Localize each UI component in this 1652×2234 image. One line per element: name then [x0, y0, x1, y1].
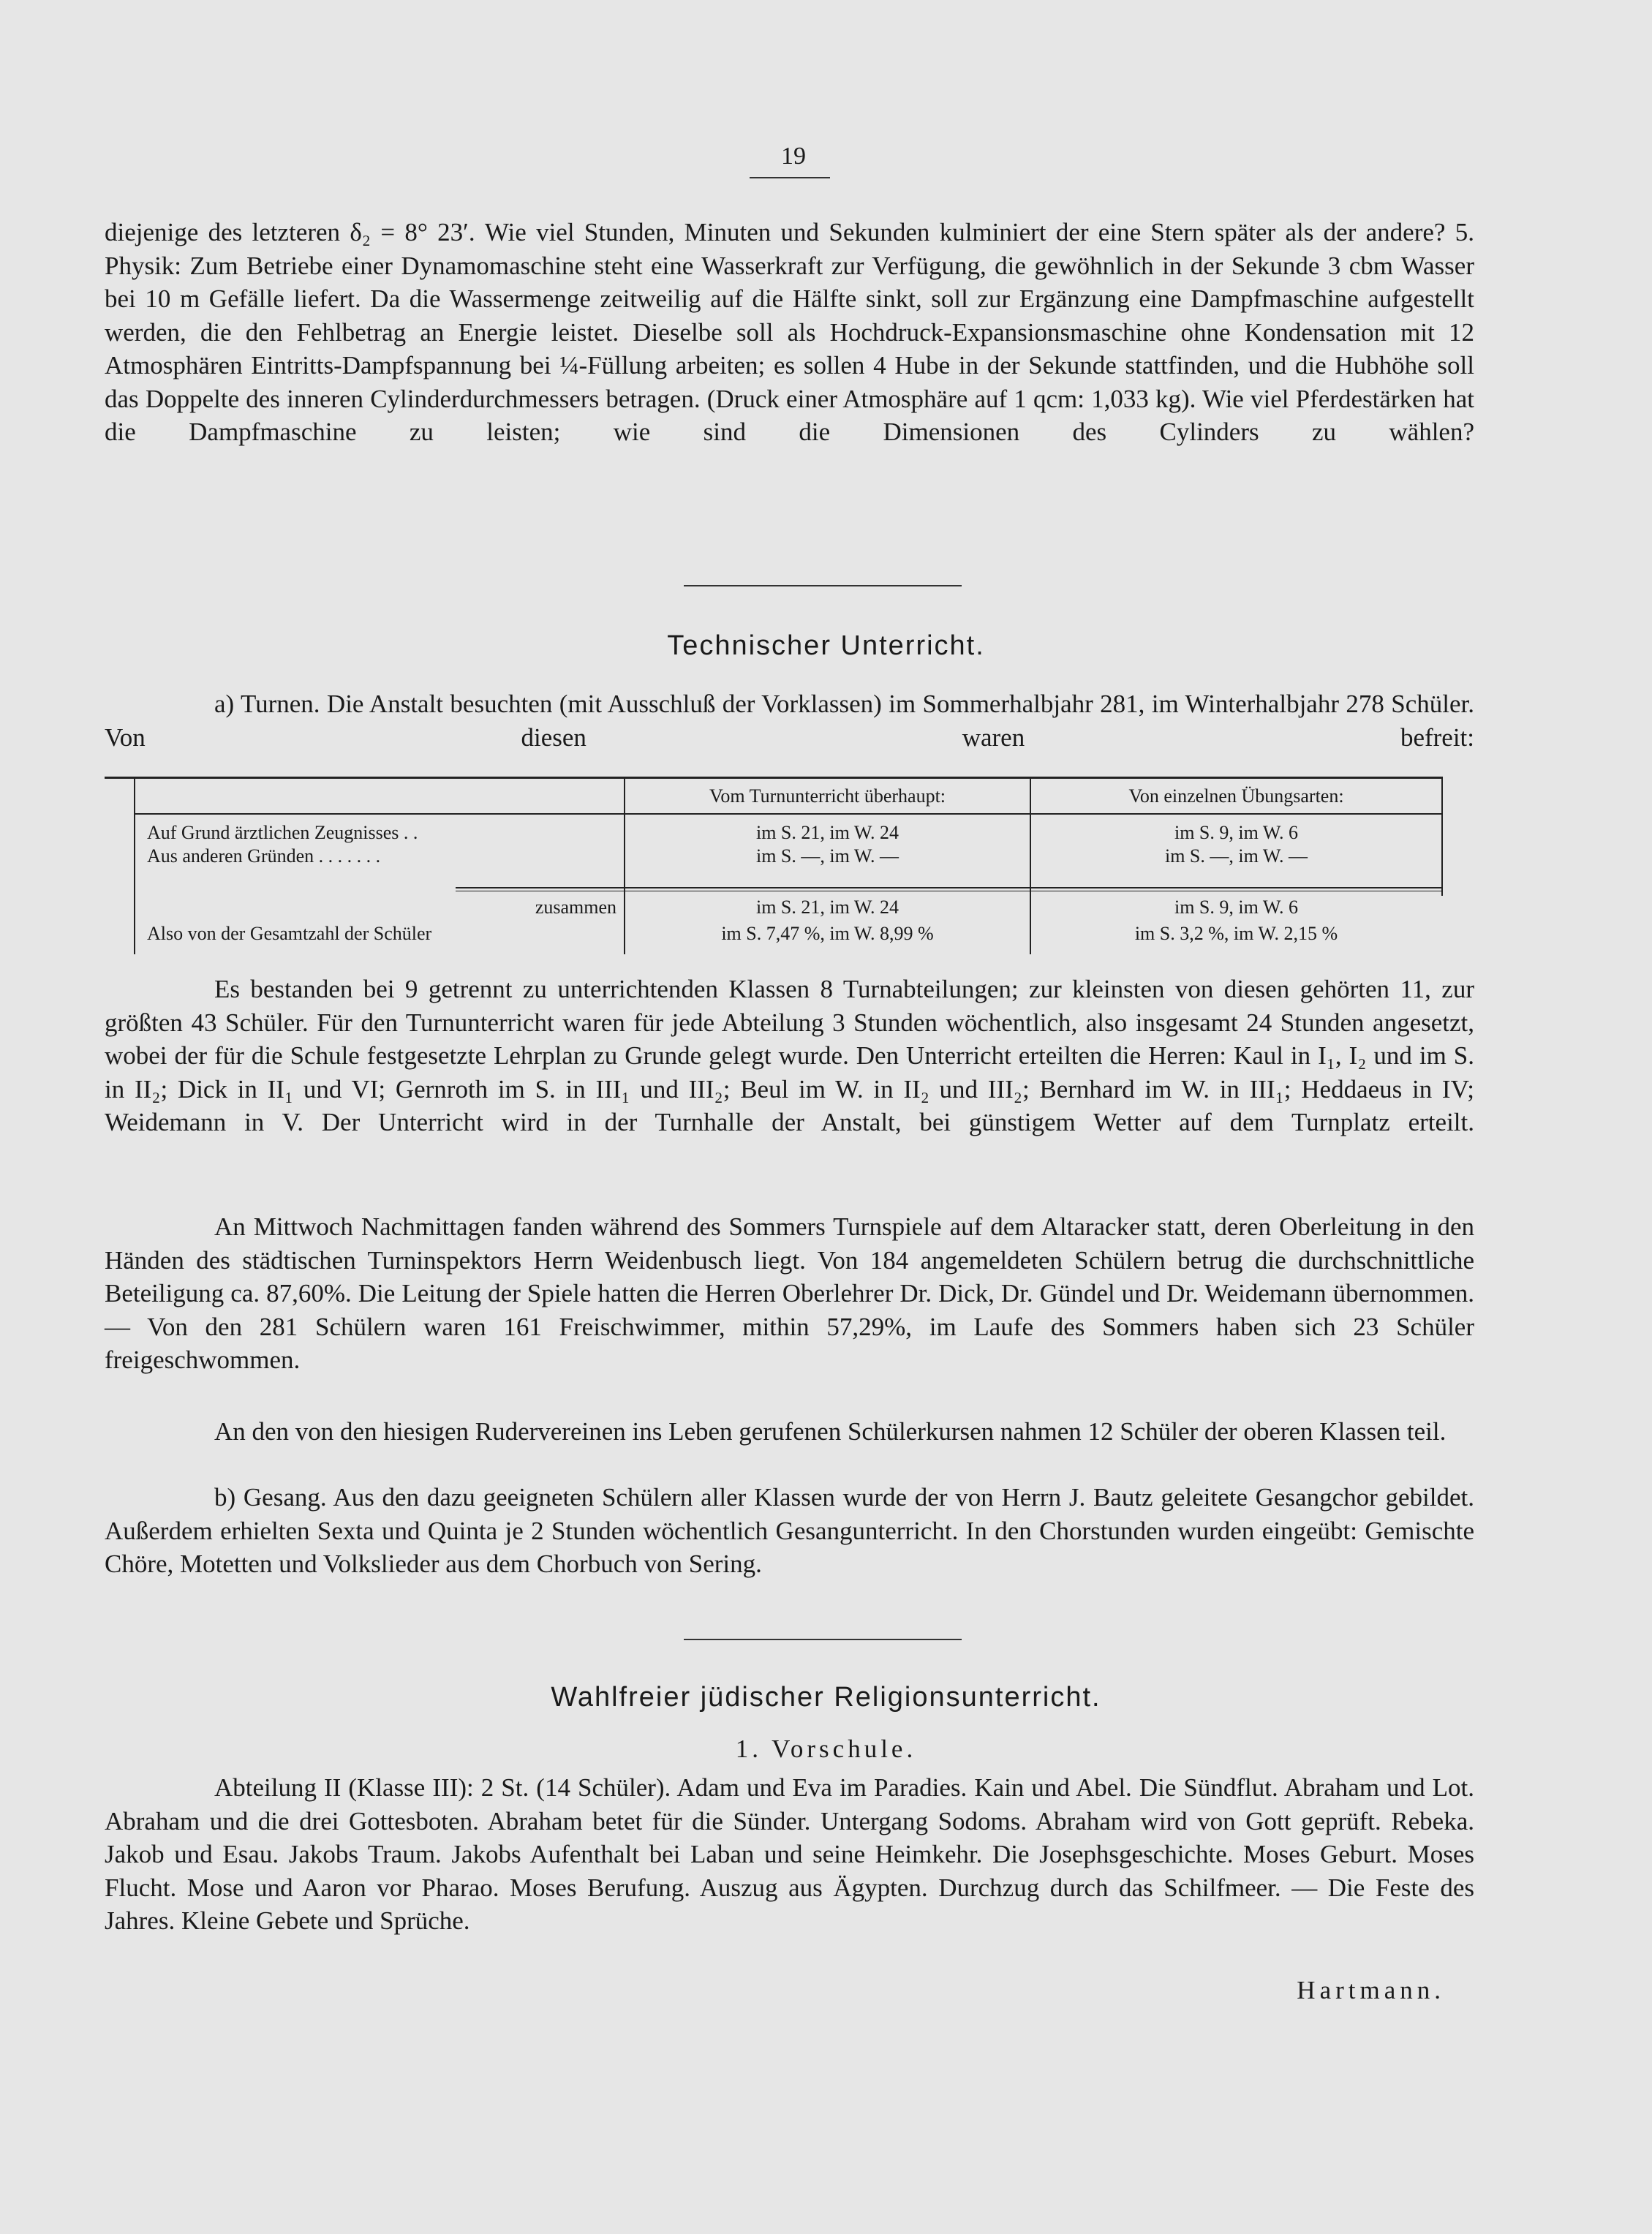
- paragraph-religion: Abteilung II (Klasse III): 2 St. (14 Schüler). Adam und Eva im Paradies. Kain und Abel. Die Sündflut. Abraham und Lot. Abraham und die drei Gottesboten. Abraham betet für die Sünder. Untergang Sodoms. Abraham wird von Gott geprüft. Rebeka. Jakob und Esau. Jakobs Traum. Jakobs Aufenthalt bei Laban und seine Heimkehr. Die Josephsgeschichte. Moses Geburt. Moses Flucht. Mose und Aaron vor Pharao. Moses Berufung. Auszug aus Ägypten. Durchzug durch das Schilfmeer. — Die Feste des Jahres. Kleine Gebete und Sprüche.: [105, 1773, 1474, 1935]
- table-rule-top: [105, 777, 1443, 779]
- table-rule-sum: [456, 887, 1443, 888]
- table-row-label: Aus anderen Gründen . . . . . . .: [147, 845, 381, 867]
- table-cell: im S. 9, im W. 6: [1174, 897, 1299, 918]
- paragraph-turnabteilungen: Es bestanden bei 9 getrennt zu unterrichtenden Klassen 8 Turnabteilungen; zur kleinsten von diesen gehörten 11, zur größten 43 Schüler. Für den Turnunterricht waren für jede Abteilung 3 Stunden wöchentlich, also insgesamt 24 Stunden angesetzt, wobei der für die Schule festgesetzte Lehrplan zu Grunde gelegt wurde. Den Unterricht erteilten die Herren: Kaul in I₁, I₂ und im S. in II₂; Dick in II₁ und VI; Gernroth im S. in III₁ und III₂; Beul im W. in II₂ und III₂; Bernhard im W. in III₁; Heddaeus in IV; Weidemann in V. Der Unterricht wird in der Turnhalle der Anstalt, bei günstigem Wetter auf dem Turnplatz erteilt.: [105, 975, 1474, 1136]
- table-cell: im S. 21, im W. 24: [755, 822, 899, 843]
- paragraph-ruderkurse: An den von den hiesigen Rudervereinen ins Leben gerufenen Schülerkursen nahmen 12 Schüler der oberen Klassen teil.: [214, 1417, 1447, 1446]
- table-row-label: Auf Grund ärztlichen Zeugnisses . .: [147, 822, 418, 843]
- page-number-rule: [750, 177, 830, 178]
- section-divider: [684, 1639, 962, 1640]
- table-row-label-sum: zusammen: [535, 897, 616, 918]
- page-number: 19: [781, 143, 806, 170]
- table-cell: im S. —, im W. —: [755, 845, 899, 867]
- signature: Hartmann.: [1297, 1976, 1445, 2004]
- section-divider: [684, 585, 962, 586]
- table-rule-right: [1441, 779, 1443, 896]
- table-rule-header: [134, 813, 1443, 815]
- table-header-partial: Von einzelnen Übungsarten:: [1128, 785, 1344, 807]
- table-header-overall: Vom Turnunterricht überhaupt:: [709, 785, 946, 807]
- paragraph-turnspiele: An Mittwoch Nachmittagen fanden während des Sommers Turnspiele auf dem Altaracker statt, deren Oberleitung in den Händen des städtischen Turninspektors Herrn Weidenbusch liegt. Von 184 angemeldeten Schülern betrug die durchschnittliche Beteiligung ca. 87,60%. Die Leitung der Spiele hatten die Herren Oberlehrer Dr. Dick, Dr. Gündel und Dr. Weidemann übernommen. — Von den 281 Schülern waren 161 Freischwimmer, mithin 57,29%, im Laufe des Sommers haben sich 23 Schüler freigeschwommen.: [105, 1212, 1474, 1374]
- table-row-label: Also von der Gesamtzahl der Schüler: [147, 923, 432, 944]
- subheading-vorschule: 1. Vorschule.: [735, 1735, 917, 1763]
- paragraph-physics: diejenige des letzteren δ₂ = 8° 23′. Wie viel Stunden, Minuten und Sekunden kulminiert der eine Stern später als der andere? 5. Physik: Zum Betriebe einer Dynamomaschine steht eine Wasserkraft zur Verfügung, die gewöhnlich in der Sekunde 3 cbm Wasser bei 10 m Gefälle liefert. Da die Wassermenge zeitweilig auf die Hälfte sinkt, soll zur Ergänzung eine Dampfmaschine aufgestellt werden, die den Fehlbetrag an Energie leistet. Dieselbe soll als Hochdruck-Expansionsmaschine ohne Kondensation mit 12 Atmosphären Eintritts-Dampfspannung bei ¼-Füllung arbeiten; es sollen 4 Hube in der Sekunde stattfinden, und die Hubhöhe soll das Doppelte des inneren Cylinderdurchmessers betragen. (Druck einer Atmosphäre auf 1 qcm: 1,033 kg). Wie viel Pferdestärken hat die Dampfmaschine zu leisten; wie sind die Dimensionen des Cylinders zu wählen?: [105, 218, 1474, 446]
- heading-religionsunterricht: Wahlfreier jüdischer Religionsunterricht.: [551, 1682, 1101, 1713]
- table-cell: im S. 21, im W. 24: [755, 897, 899, 918]
- table-cell: im S. 7,47 %, im W. 8,99 %: [721, 923, 934, 944]
- table-cell: im S. 3,2 %, im W. 2,15 %: [1134, 923, 1338, 944]
- table-cell: im S. 9, im W. 6: [1174, 822, 1299, 843]
- exemption-table: [105, 777, 1443, 952]
- table-rule-left: [134, 779, 135, 954]
- paragraph-turnen-intro: a) Turnen. Die Anstalt besuchten (mit Ausschluß der Vorklassen) im Sommerhalbjahr 281, im Winterhalbjahr 278 Schüler. Von diesen waren befreit:: [105, 690, 1474, 752]
- paragraph-gesang: b) Gesang. Aus den dazu geeigneten Schülern aller Klassen wurde der von Herrn J. Bautz geleitete Gesangchor gebildet. Außerdem erhielten Sexta und Quinta je 2 Stunden wöchentlich Gesangunterricht. In den Chorstunden wurden eingeübt: Gemischte Chöre, Motetten und Volkslieder aus dem Chorbuch von Sering.: [105, 1483, 1474, 1578]
- heading-technischer-unterricht: Technischer Unterricht.: [667, 630, 985, 661]
- table-cell: im S. —, im W. —: [1164, 845, 1308, 867]
